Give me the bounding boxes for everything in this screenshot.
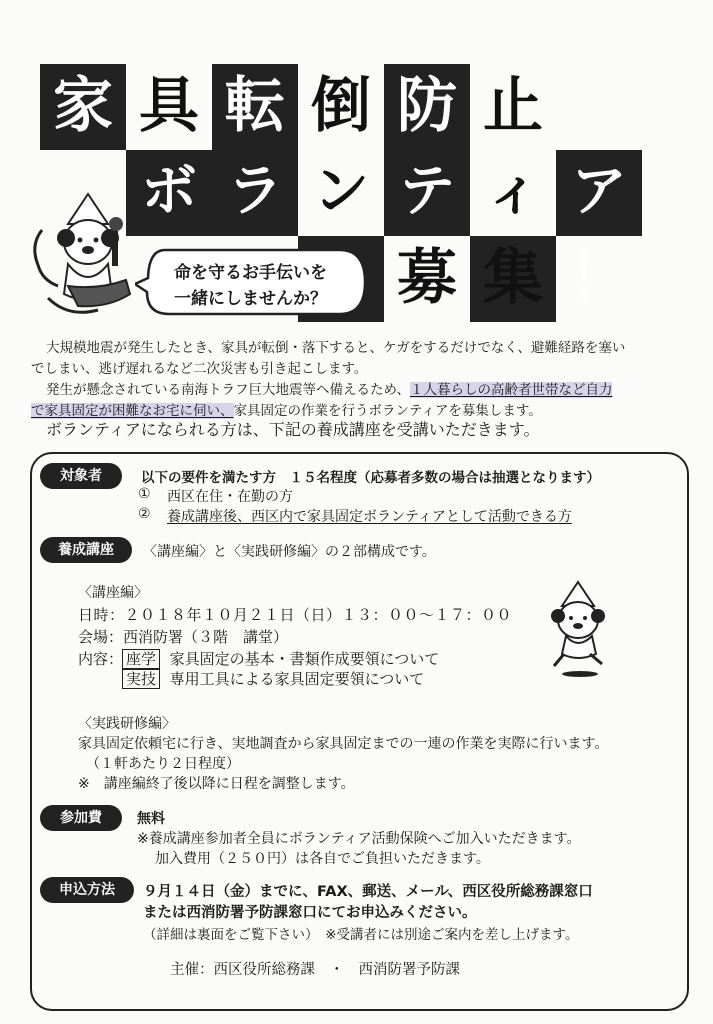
- lecture-content-2: [122, 668, 424, 689]
- intro-paragraph-1-line1: 大規模地震が発生したとき、家具が転倒・落下すると、ケガをするだけでなく、避難経路を塞い: [46, 340, 626, 356]
- apply-label: 申込方法: [40, 877, 134, 903]
- apply-line-1: ９月１４日（金）までに、FAX、郵送、メール、西区役所総務課窓口: [143, 884, 593, 900]
- target-item-number: ①: [138, 486, 151, 502]
- content-text: 家具固定の基本・書類作成要領について: [169, 650, 440, 668]
- fee-note-2: 加入費用（２５０円）は各自でご負担いただきます。: [155, 851, 490, 867]
- title-char: 具: [139, 71, 199, 141]
- fee-label: 参加費: [40, 805, 122, 831]
- title-char: テ: [399, 159, 455, 224]
- lecture-content-1: [122, 648, 439, 669]
- target-item-number: ②: [138, 506, 151, 522]
- lecture-date: 日時：２０１８年１０月２１日（日）１３：００～１７：００: [78, 606, 513, 624]
- intro-paragraph-2-line1: [46, 378, 612, 398]
- lecture-venue: 会場：西消防署（３階 講堂）: [78, 628, 289, 646]
- tag-practical: 実技: [122, 669, 160, 689]
- practice-line-3: ※ 講座編終了後以降に日程を調整します。: [78, 776, 355, 792]
- course-description: 〈講座編〉と〈実践研修編〉の２部構成です。: [143, 544, 436, 560]
- title-char: ア: [571, 159, 627, 224]
- highlighted-text: １人暮らしの高齢者世帯など自力: [409, 382, 613, 398]
- fee-value: 無料: [137, 811, 165, 827]
- title-char: 転: [225, 71, 285, 141]
- title-char: 倒: [311, 71, 371, 141]
- intro-paragraph-1-line2: でしまい、逃げ遅れるなど二次災害も引き起こします。: [31, 361, 368, 377]
- intro-text: 家具固定の作業を行うボランティアを募集します。: [233, 403, 542, 419]
- mascot-illustration: [28, 190, 138, 320]
- title-char: ィ: [485, 159, 541, 224]
- practice-line-2: （１軒あたり２日程度）: [86, 756, 240, 772]
- target-item-1: 西区在住・在勤の方: [167, 489, 293, 505]
- intro-paragraph-2-line2: [31, 399, 542, 419]
- course-label: 養成講座: [40, 537, 132, 563]
- title-char: ラ: [227, 159, 283, 224]
- underlined-text: 養成講座後、西区内で家具固定ボランティアとして活動できる方: [167, 509, 572, 525]
- title-char: ボ: [141, 159, 197, 224]
- target-heading: 以下の要件を満たす方 １５名程度（応募者多数の場合は抽選となります）: [141, 470, 600, 486]
- apply-line-3: （詳細は裏面をご覧下さい） ※受講者には別途ご案内を差し上げます。: [143, 927, 579, 943]
- target-item-2: [167, 506, 572, 526]
- running-mascot-illustration: [540, 580, 620, 680]
- title-char: 防: [397, 71, 457, 141]
- title-char: 止: [483, 71, 543, 141]
- lecture-content-label: 内容：: [78, 650, 124, 668]
- title-char: 集: [483, 243, 543, 313]
- intro-paragraph-3: ボランティアになられる方は、下記の養成講座を受講いただきます。: [46, 420, 540, 439]
- target-label: 対象者: [40, 463, 122, 489]
- title-char: 募: [397, 243, 457, 313]
- practice-line-1: 家具固定依頼宅に行き、実地調査から家具固定までの一連の作業を実際に行います。: [78, 736, 609, 752]
- highlighted-text: で家具固定が困難なお宅に伺い、: [31, 403, 234, 419]
- title-char: ン: [313, 159, 369, 224]
- apply-line-2: または西消防署予防課窓口にてお申込みください。: [143, 905, 477, 921]
- practice-title: 〈実践研修編〉: [78, 716, 176, 732]
- organizer: 主催：西区役所総務課 ・ 西消防署予防課: [170, 962, 460, 978]
- title-char: ！: [569, 243, 629, 313]
- tag-classroom: 座学: [122, 649, 160, 669]
- bubble-text-line1: 命を守るお手伝いを: [174, 263, 327, 283]
- bubble-text-line2: 一緒にしませんか？: [174, 289, 327, 309]
- intro-text: 発生が懸念されている南海トラフ巨大地震等へ備えるため、: [46, 382, 410, 398]
- lecture-title: 〈講座編〉: [78, 585, 148, 601]
- title-char: 家: [53, 71, 113, 141]
- content-text: 専用工具による家具固定要領について: [169, 670, 425, 688]
- fee-note-1: ※養成講座参加者全員にボランティア活動保険へご加入いただきます。: [137, 831, 581, 847]
